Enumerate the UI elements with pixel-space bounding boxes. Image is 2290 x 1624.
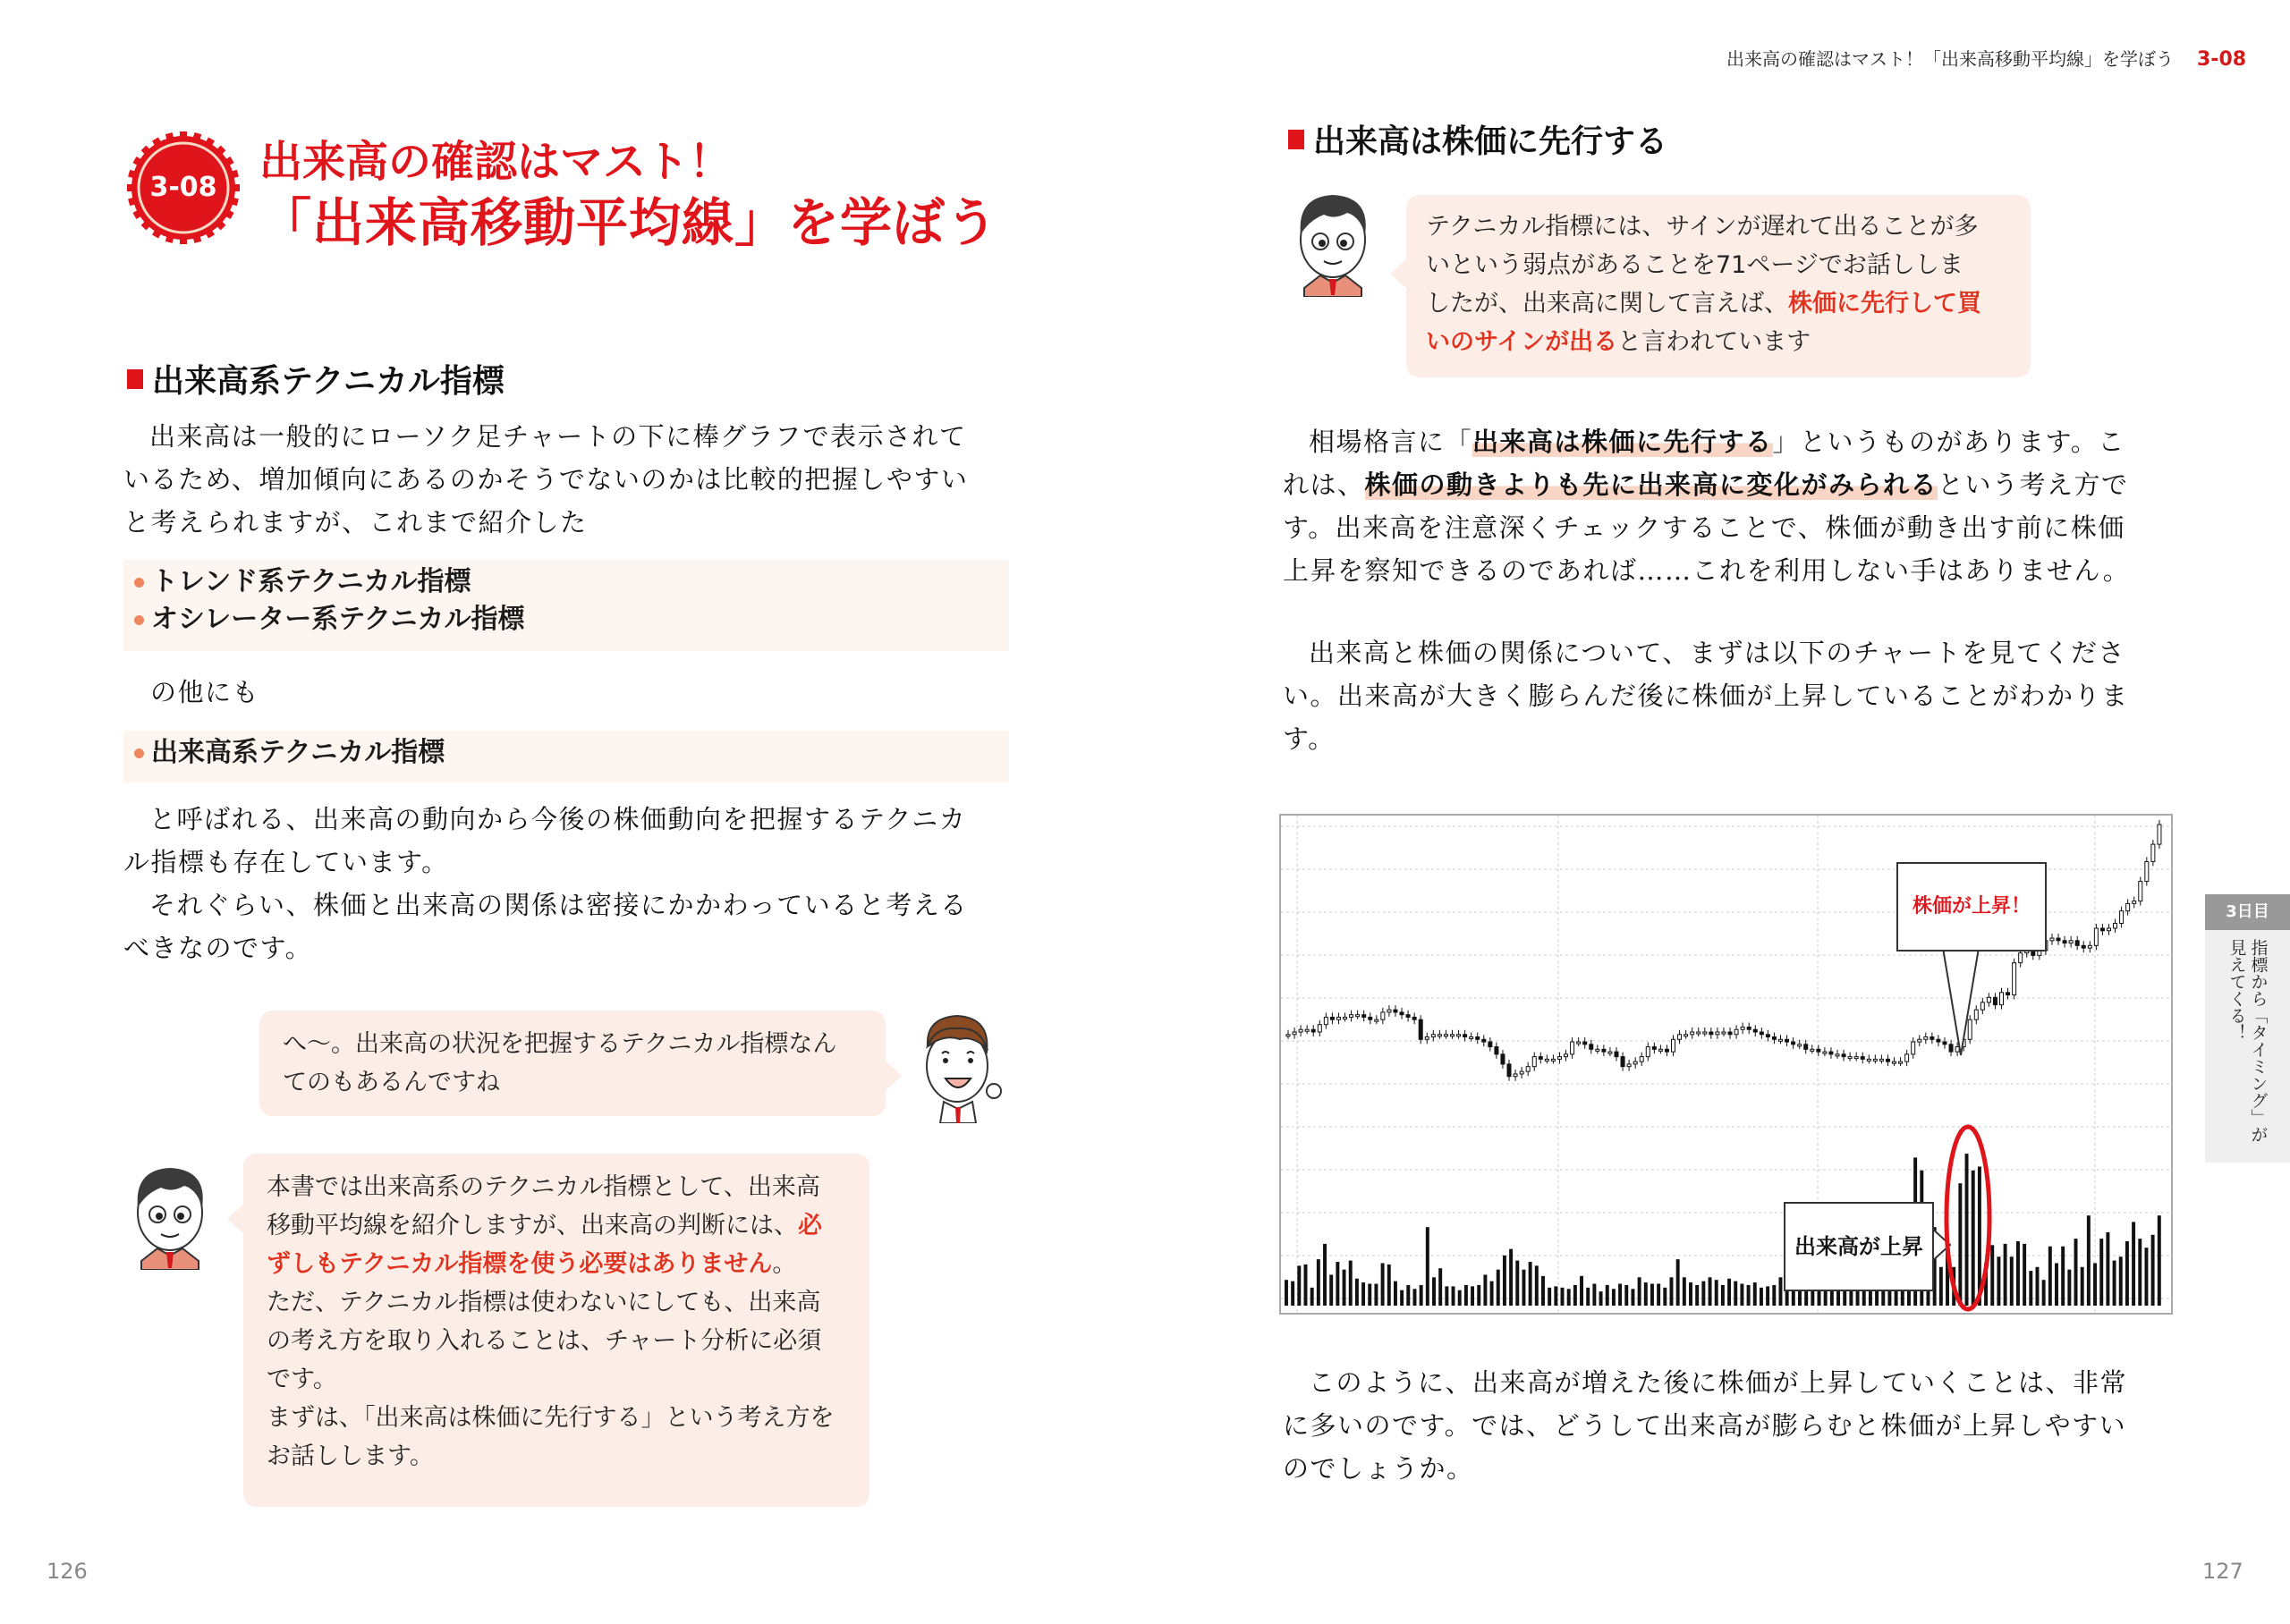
- running-header-code: 3-08: [2197, 48, 2247, 71]
- student-avatar-icon: [908, 1009, 1006, 1123]
- running-header: [1726, 45, 2246, 71]
- price-volume-chart: [1279, 814, 2173, 1315]
- chapter-badge: [125, 130, 242, 246]
- teacher-avatar-icon: [1288, 190, 1378, 297]
- list-item-oscillator: オシレーター系テクニカル指標: [134, 601, 998, 639]
- list-item-volume: 出来高系テクニカル指標: [134, 734, 998, 772]
- side-tab-day: 3日目: [2205, 894, 2290, 930]
- red-square-icon: [127, 369, 143, 389]
- bullet-icon: [134, 615, 144, 625]
- text-between: の他にも: [150, 677, 260, 707]
- chapter-number: 3-08: [149, 172, 217, 203]
- chapter-title: [259, 134, 998, 256]
- chapter-title-line1: 出来高の確認はマスト！: [259, 137, 733, 187]
- list-item-trend: トレンド系テクニカル指標: [134, 563, 998, 601]
- chapter-side-tab: [2205, 894, 2290, 1163]
- text-line: べきなのです。: [123, 933, 313, 963]
- text-line: それぐらい、株価と出来高の関係は密接にかかわっていると考える: [149, 890, 968, 920]
- indicator-list-box: [123, 560, 1009, 651]
- side-tab-text: 指標から「タイミング」が見えてくる！: [2226, 939, 2269, 1143]
- bullet-icon: [134, 749, 144, 758]
- teacher-avatar-icon: [125, 1163, 215, 1270]
- paragraph-conclusion: このように、出来高が増えた後に株価が上昇していくことは、非常 に多いのです。では、どうして出来高が膨らむと株価が上昇しやすい のでしょうか。: [1283, 1367, 2128, 1484]
- callout-price-rise: 株価が上昇！: [1896, 862, 2047, 952]
- text-line: ル指標も存在しています。: [123, 847, 449, 877]
- section-heading-text: 出来高は株価に先行する: [1313, 123, 1668, 160]
- page-number-left: 126: [47, 1559, 88, 1584]
- speech-bubble-student: へ～。出来高の状況を把握するテクニカル指標なん てのもあるんですね: [259, 1011, 886, 1116]
- paragraph-chart-intro: 出来高と株価の関係について、まずは以下のチャートを見てくださ い。出来高が大きく膨らんだ後に株価が上昇していることがわかりま す。: [1283, 638, 2129, 754]
- speech-bubble-teacher-right: テクニカル指標には、サインが遅れて出ることが多 いという弱点があることを71ページでお話ししま したが、出来高に関して言えば、株価に先行して買 いのサインが出ると言われています: [1406, 195, 2031, 377]
- section-heading-volume-leads-price: [1288, 116, 1667, 162]
- red-square-icon: [1288, 130, 1304, 149]
- speech-bubble-teacher-left: 本書では出来高系のテクニカル指標として、出来高 移動平均線を紹介しますが、出来高の判断には、必 ずしもテクニカル指標を使う必要はありません。 ただ、テクニカル指標は使わないにしても、出来高 の考え方を取り入れることは、チャート分析に必須 です。 まずは、「出来高は株価に先行する」という考え方を お話しします。: [243, 1154, 869, 1507]
- volume-indicator-list-box: [123, 731, 1009, 782]
- section-heading-text: 出来高系テクニカル指標: [152, 363, 505, 400]
- text-line: と呼ばれる、出来高の動向から今後の株価動向を把握するテクニカ: [149, 804, 967, 834]
- text-line: 出来高は一般的にローソク足チャートの下に棒グラフで表示されて: [149, 421, 967, 452]
- page-number-right: 127: [2202, 1559, 2243, 1584]
- paragraph-intro: [123, 415, 1018, 544]
- text-line: と考えられますが、これまで紹介した: [123, 507, 588, 537]
- bullet-icon: [134, 578, 144, 588]
- callout-volume-rise: 出来高が上昇: [1784, 1202, 1934, 1291]
- text-line: いるため、増加傾向にあるのかそうでないのかは比較的把握しやすい: [123, 464, 969, 495]
- paragraph-volume-indicators: [123, 798, 1018, 969]
- section-heading-volume-indicators: [127, 356, 505, 402]
- paragraph-proverb: 相場格言に「出来高は株価に先行する」というものがあります。こ れは、株価の動きよりも先に出来高に変化がみられるという考え方で す。出来高を注意深くチェックすることで、株価が動き出す前に株価 上昇を察知できるのであれば……これを利用しない手はありません。: [1283, 427, 2131, 586]
- chapter-title-line2: 「出来高移動平均線」を学ぼう: [259, 192, 999, 253]
- running-header-title: 出来高の確認はマスト！「出来高移動平均線」を学ぼう: [1726, 48, 2174, 70]
